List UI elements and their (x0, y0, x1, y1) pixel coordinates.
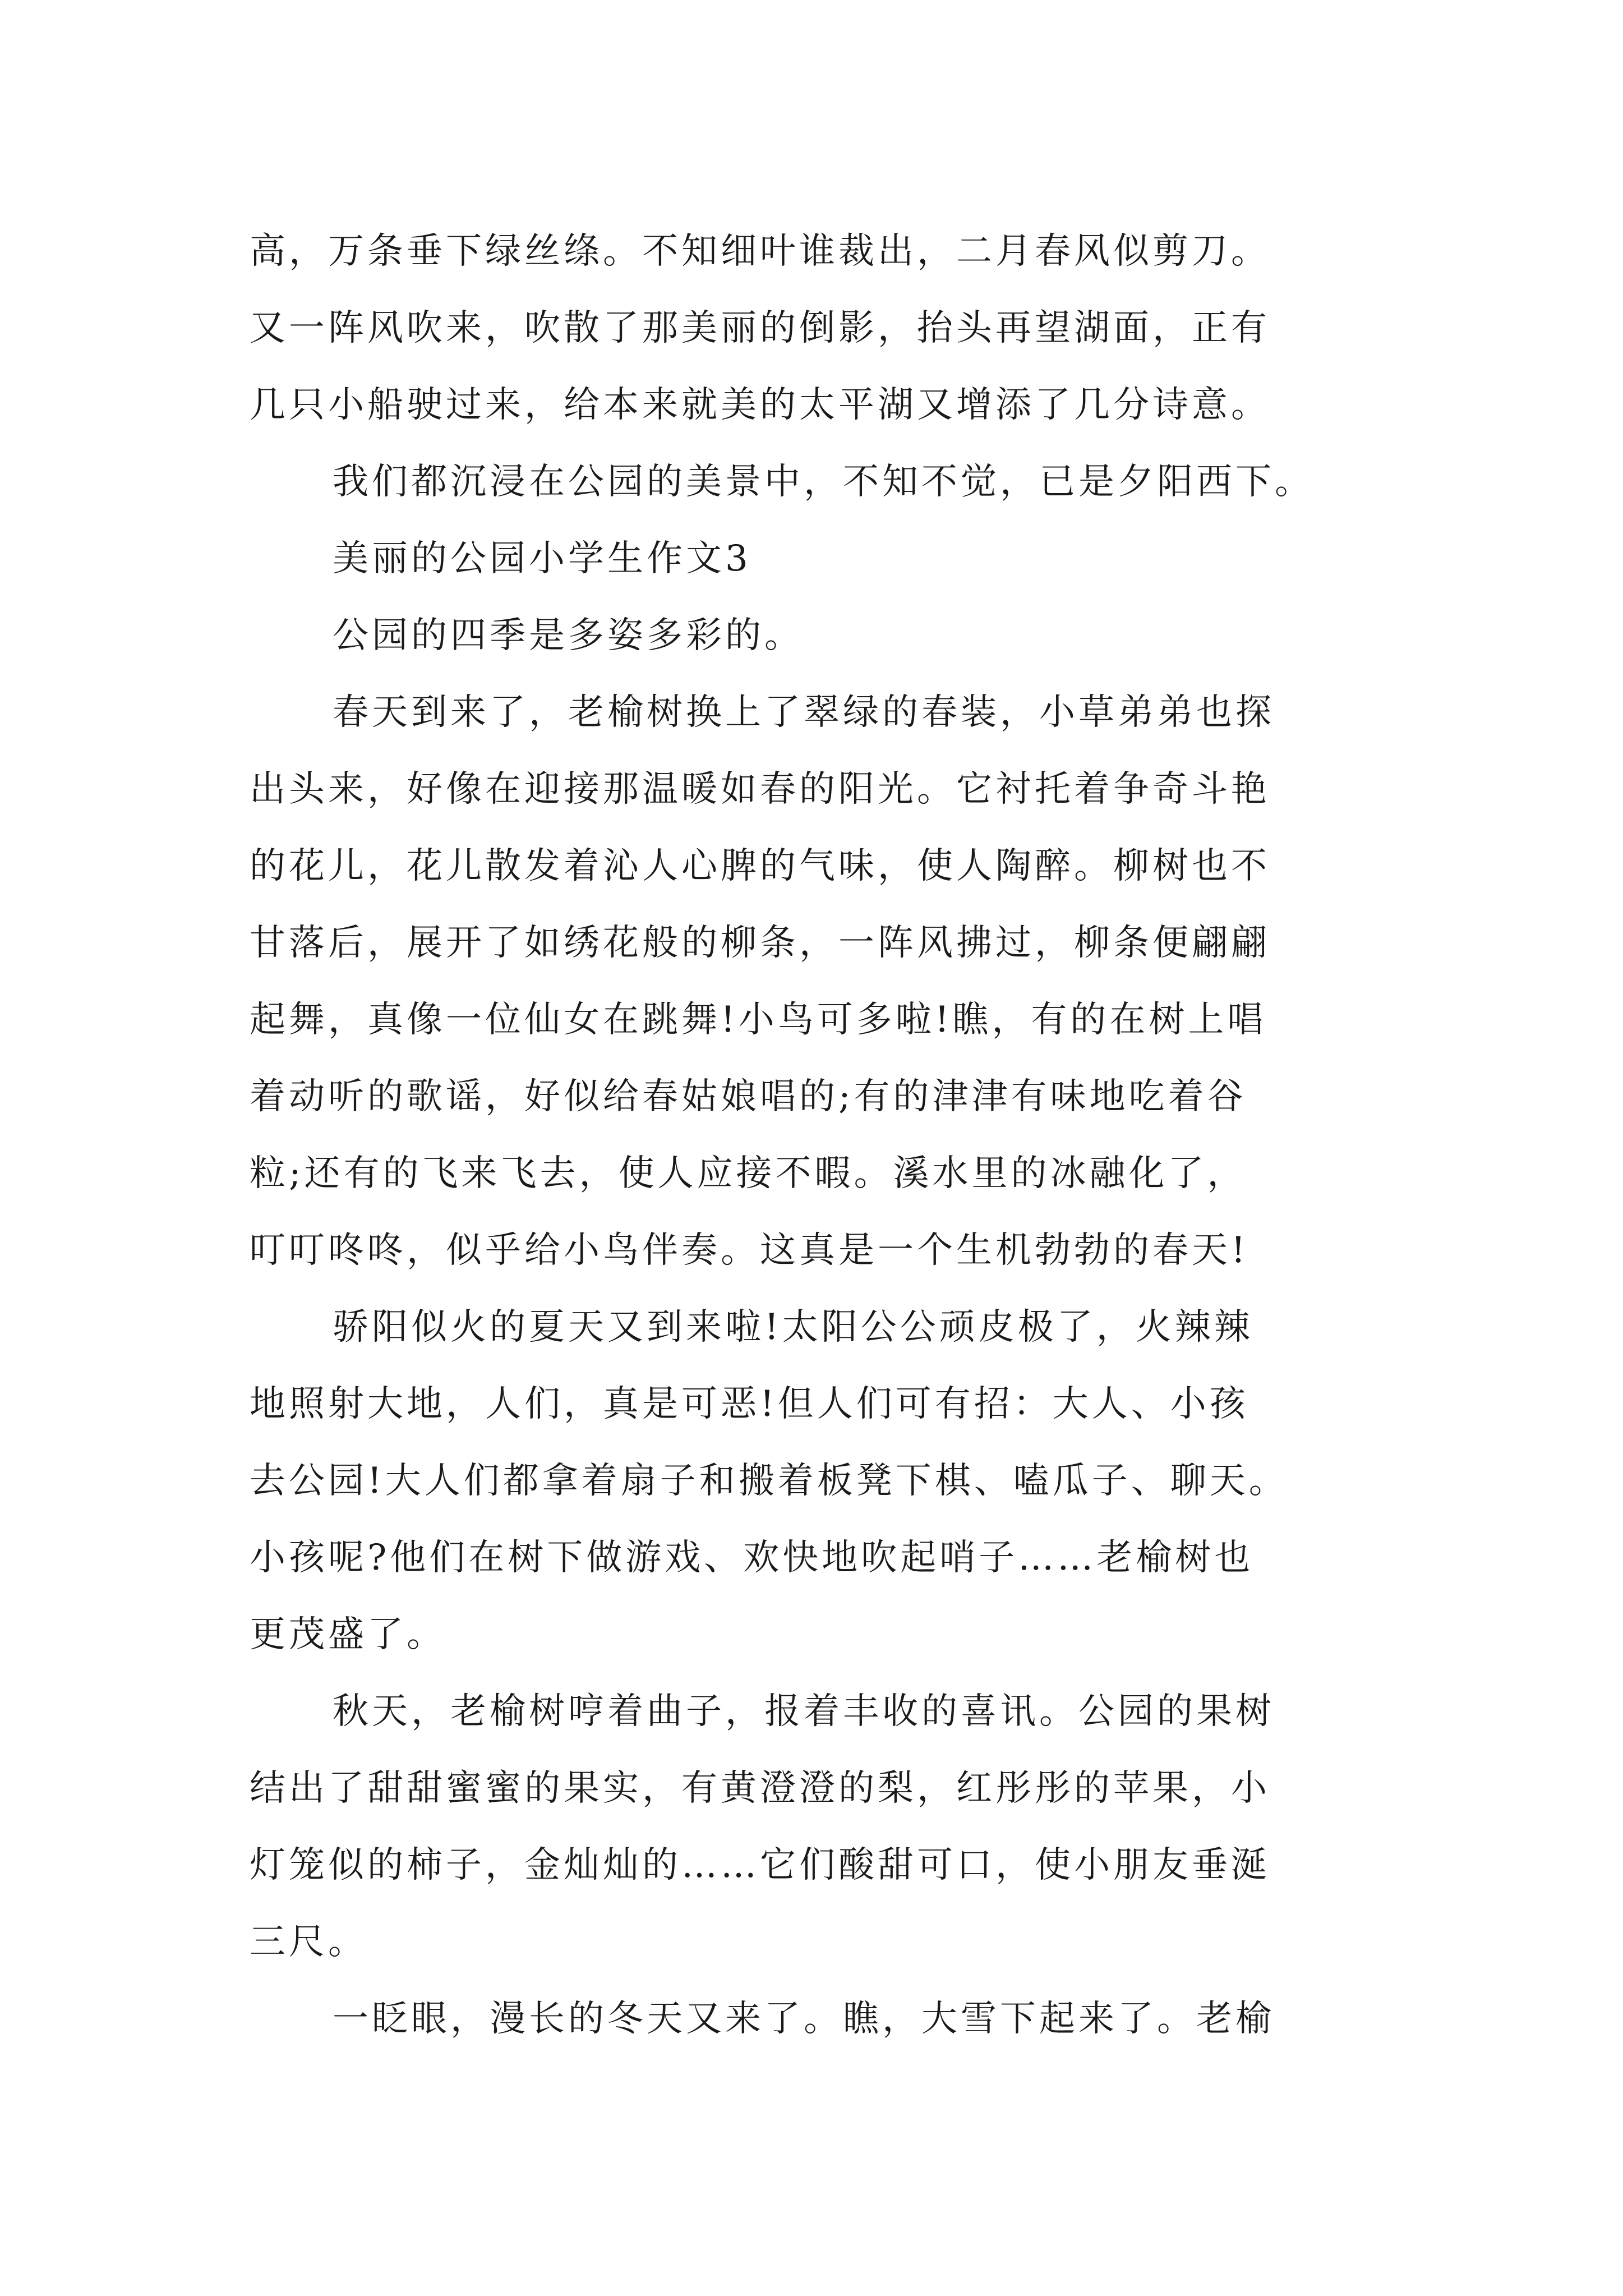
text-line: 更茂盛了。 (250, 1614, 446, 1655)
text-line: 着动听的歌谣，好似给春姑娘唱的;有的津津有味地吃着谷 (250, 1076, 1247, 1117)
paragraph-first-line: 公园的四季是多姿多彩的。 (333, 615, 804, 656)
paragraph-first-line: 我们都沉浸在公园的美景中，不知不觉，已是夕阳西下。 (333, 461, 1314, 503)
text-line: 甘落后，展开了如绣花般的柳条，一阵风拂过，柳条便翩翩 (250, 922, 1270, 964)
text-line: 粒;还有的飞来飞去，使人应接不暇。溪水里的冰融化了， (250, 1153, 1247, 1194)
text-line: 的花儿，花儿散发着沁人心脾的气味，使人陶醉。柳树也不 (250, 845, 1270, 887)
document-page (250, 213, 1405, 2143)
text-line: 又一阵风吹来，吹散了那美丽的倒影，抬头再望湖面，正有 (250, 307, 1270, 349)
text-line: 高，万条垂下绿丝绦。不知细叶谁裁出，二月春风似剪刀。 (250, 231, 1270, 272)
text-line: 小孩呢?他们在树下做游戏、欢快地吹起哨子……老榆树也 (250, 1537, 1254, 1579)
text-line: 起舞，真像一位仙女在跳舞!小鸟可多啦!瞧，有的在树上唱 (250, 999, 1267, 1041)
text-line: 三尺。 (250, 1921, 367, 1963)
section-title: 美丽的公园小学生作文3 (333, 538, 751, 579)
text-line: 灯笼似的柿子，金灿灿的……它们酸甜可口，使小朋友垂涎 (250, 1844, 1270, 1886)
paragraph-first-line: 春天到来了，老榆树换上了翠绿的春装，小草弟弟也探 (333, 692, 1275, 733)
text-line: 几只小船驶过来，给本来就美的太平湖又增添了几分诗意。 (250, 384, 1270, 426)
paragraph-first-line: 骄阳似火的夏天又到来啦!太阳公公顽皮极了，火辣辣 (333, 1306, 1253, 1348)
paragraph-first-line: 一眨眼，漫长的冬天又来了。瞧，大雪下起来了。老榆 (333, 1998, 1275, 2040)
paragraph-first-line: 秋天，老榆树哼着曲子，报着丰收的喜讯。公园的果树 (333, 1691, 1275, 1732)
text-line: 叮叮咚咚，似乎给小鸟伴奏。这真是一个生机勃勃的春天! (250, 1230, 1249, 1271)
text-line: 结出了甜甜蜜蜜的果实，有黄澄澄的梨，红彤彤的苹果，小 (250, 1768, 1270, 1809)
text-line: 地照射大地，人们，真是可恶!但人们可有招：大人、小孩 (250, 1383, 1249, 1425)
text-line: 去公园!大人们都拿着扇子和搬着板凳下棋、嗑瓜子、聊天。 (250, 1460, 1288, 1502)
text-line: 出头来，好像在迎接那温暖如春的阳光。它衬托着争奇斗艳 (250, 769, 1270, 810)
